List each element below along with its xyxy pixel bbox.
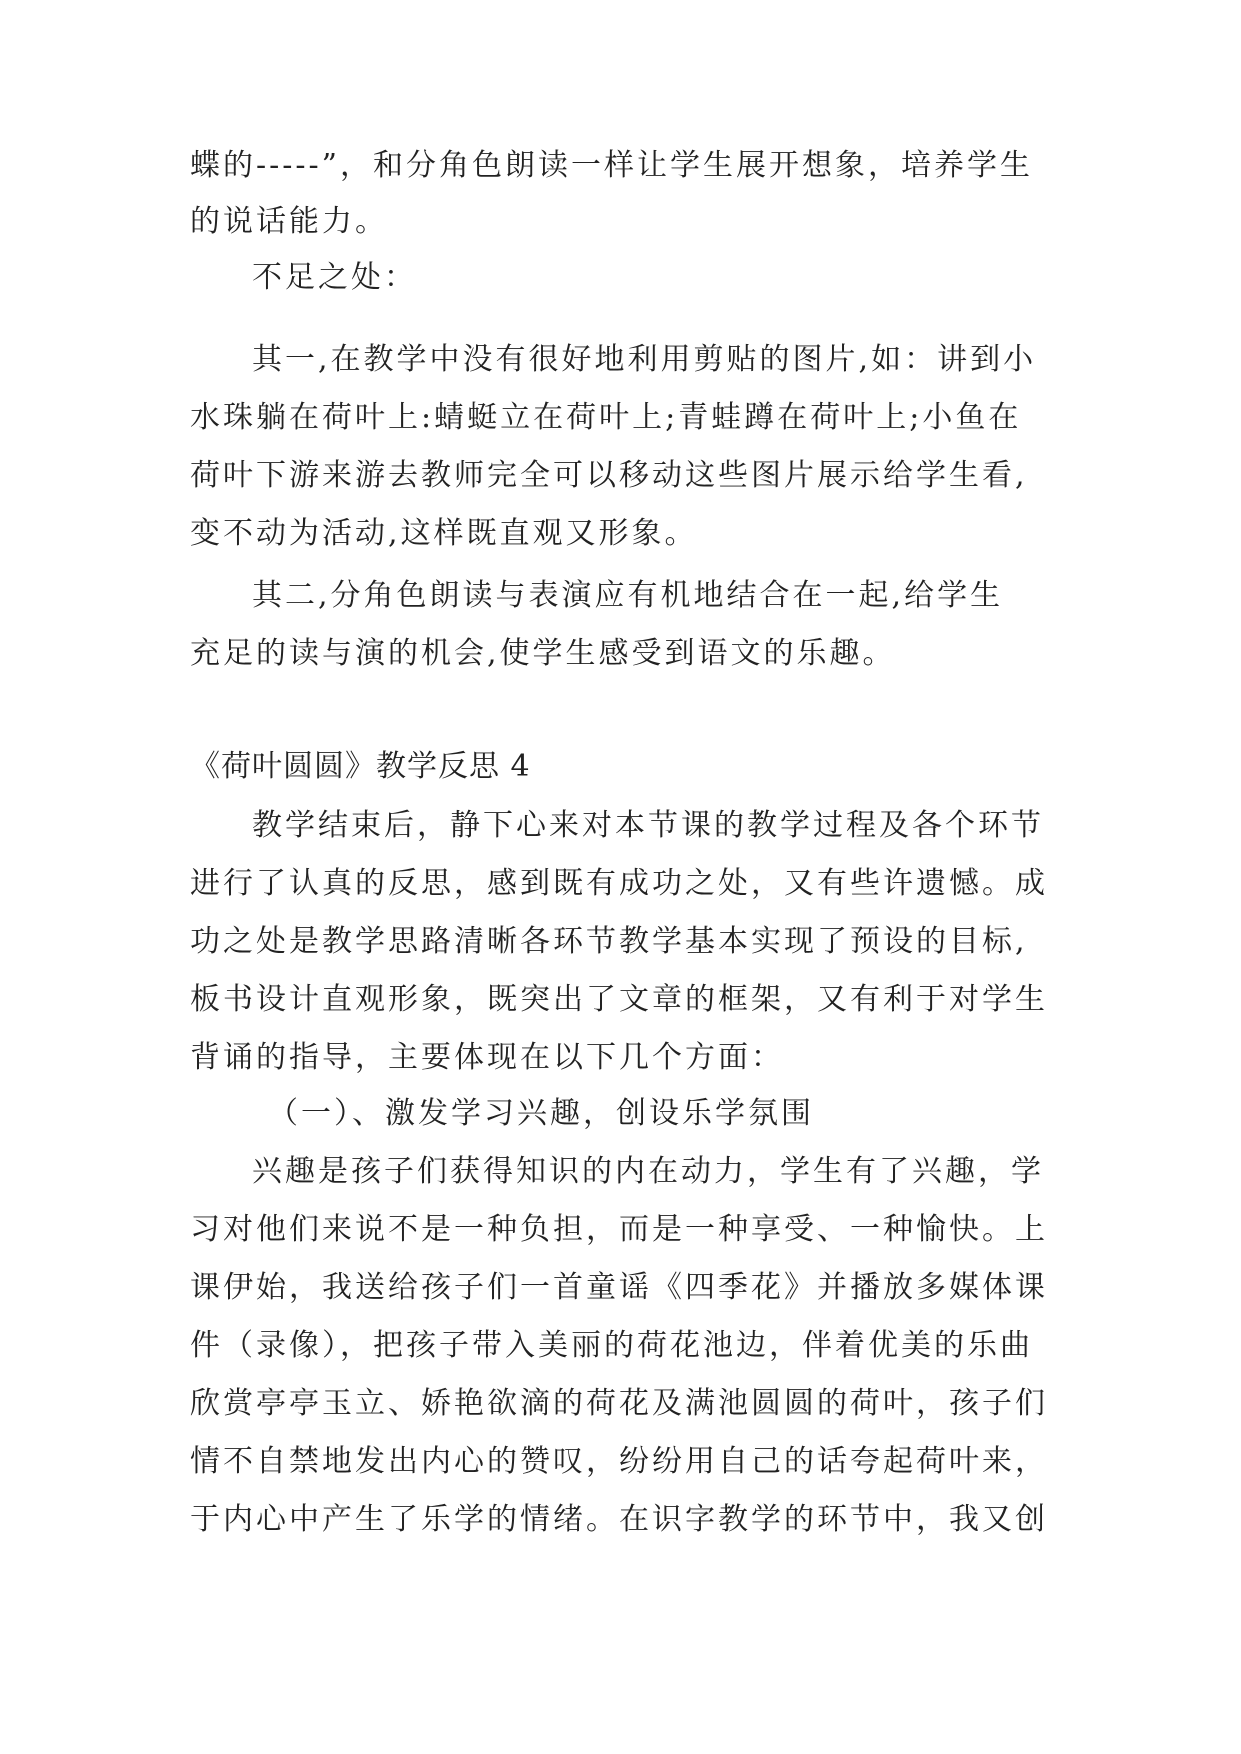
text-line: 背诵的指导，主要体现在以下几个方面： xyxy=(190,1040,784,1075)
text-line: 水珠躺在荷叶上:蜻蜓立在荷叶上;青蛙蹲在荷叶上;小鱼在 xyxy=(190,400,1022,435)
text-line: 其一,在教学中没有很好地利用剪贴的图片,如：讲到小 xyxy=(252,342,1037,377)
text-line: 习对他们来说不是一种负担，而是一种享受、一种愉快。上 xyxy=(190,1212,1048,1247)
text-line: 变不动为活动,这样既直观又形象。 xyxy=(190,516,698,551)
text-line: 其二,分角色朗读与表演应有机地结合在一起,给学生 xyxy=(252,578,1004,613)
text-line: 情不自禁地发出内心的赞叹，纷纷用自己的话夸起荷叶来， xyxy=(190,1444,1048,1479)
text-line: 件（录像），把孩子带入美丽的荷花池边，伴着优美的乐曲 xyxy=(190,1328,1033,1363)
text-line: 功之处是教学思路清晰各环节教学基本实现了预设的目标, xyxy=(190,924,1028,959)
text-line: 于内心中产生了乐学的情绪。在识字教学的环节中，我又创 xyxy=(190,1502,1048,1537)
text-line: 课伊始，我送给孩子们一首童谣《四季花》并播放多媒体课 xyxy=(190,1270,1048,1305)
text-line: 欣赏亭亭玉立、娇艳欲滴的荷花及满池圆圆的荷叶，孩子们 xyxy=(190,1386,1048,1421)
text-line: 教学结束后，静下心来对本节课的教学过程及各个环节 xyxy=(252,808,1044,843)
text-line: 荷叶下游来游去教师完全可以移动这些图片展示给学生看, xyxy=(190,458,1028,493)
section-label: 不足之处： xyxy=(252,260,417,295)
text-line: 的说话能力。 xyxy=(190,204,388,239)
text-line: 蝶的-----”，和分角色朗读一样让学生展开想象，培养学生 xyxy=(190,148,1034,183)
text-line: 充足的读与演的机会,使学生感受到语文的乐趣。 xyxy=(190,636,896,671)
section-heading: 《荷叶圆圆》教学反思 4 xyxy=(190,749,531,784)
subsection-heading: （一）、激发学习兴趣，创设乐学氛围 xyxy=(268,1096,814,1131)
text-line: 进行了认真的反思，感到既有成功之处，又有些许遗憾。成 xyxy=(190,866,1048,901)
text-line: 板书设计直观形象，既突出了文章的框架，又有利于对学生 xyxy=(190,982,1048,1017)
text-line: 兴趣是孩子们获得知识的内在动力，学生有了兴趣，学 xyxy=(252,1154,1044,1189)
